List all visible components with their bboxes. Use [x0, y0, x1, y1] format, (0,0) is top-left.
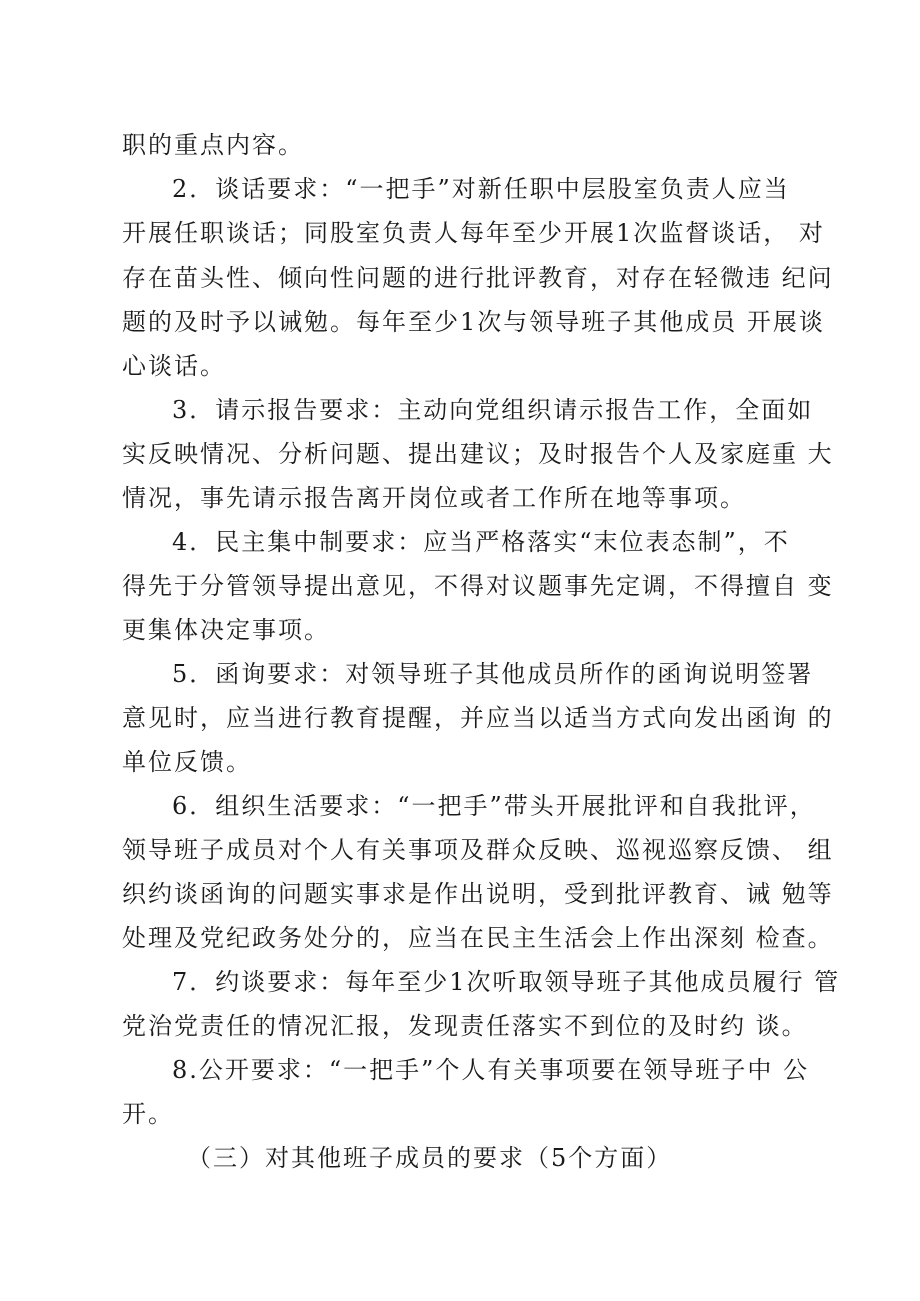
text-line: 4．民主集中制要求：应当严格落实“末位表态制”，不: [172, 528, 790, 556]
text-line: 存在苗头性、倾向性问题的进行批评教育，对存在轻微违 纪问: [122, 264, 834, 292]
section-heading: （三）对其他班子成员的要求（5个方面）: [187, 1144, 673, 1172]
text-line: 5．函询要求：对领导班子其他成员所作的函询说明签署: [172, 660, 814, 688]
text-line: 6．组织生活要求：“一把手”带头开展批评和自我批评，: [172, 792, 816, 820]
text-line: 单位反馈。: [122, 748, 252, 776]
text-line: 领导班子成员对个人有关事项及群众反映、巡视巡察反馈、 组: [122, 836, 834, 864]
text-line: 意见时，应当进行教育提醒，并应当以适当方式向发出函询 的: [122, 704, 834, 732]
text-line: 职的重点内容。: [122, 131, 304, 159]
text-line: 心谈话。: [122, 352, 226, 380]
text-line: 题的及时予以诫勉。每年至少1次与领导班子其他成员 开展谈: [122, 308, 825, 336]
text-line: 情况，事先请示报告离开岗位或者工作所在地等事项。: [122, 484, 746, 512]
text-line: 8.公开要求：“一把手”个人有关事项要在领导班子中 公: [172, 1056, 810, 1084]
text-line: 3．请示报告要求：主动向党组织请示报告工作，全面如: [172, 396, 814, 424]
text-line: 2．谈话要求：“一把手”对新任职中层股室负责人应当: [172, 175, 790, 203]
text-line: 实反映情况、分析问题、提出建议；及时报告个人及家庭重 大: [122, 440, 834, 468]
text-line: 得先于分管领导提出意见，不得对议题事先定调，不得擅自 变: [122, 572, 834, 600]
text-line: 党治党责任的情况汇报，发现责任落实不到位的及时约 谈。: [122, 1012, 808, 1040]
text-line: 更集体决定事项。: [122, 616, 330, 644]
text-line: 7．约谈要求：每年至少1次听取领导班子其他成员履行 管: [172, 968, 841, 996]
text-line: 开。: [122, 1100, 174, 1128]
text-line: 开展任职谈话；同股室负责人每年至少开展1次监督谈话， 对: [122, 219, 825, 247]
text-line: 织约谈函询的问题实事求是作出说明，受到批评教育、诫 勉等: [122, 880, 834, 908]
text-line: 处理及党纪政务处分的，应当在民主生活会上作出深刻 检查。: [122, 924, 834, 952]
